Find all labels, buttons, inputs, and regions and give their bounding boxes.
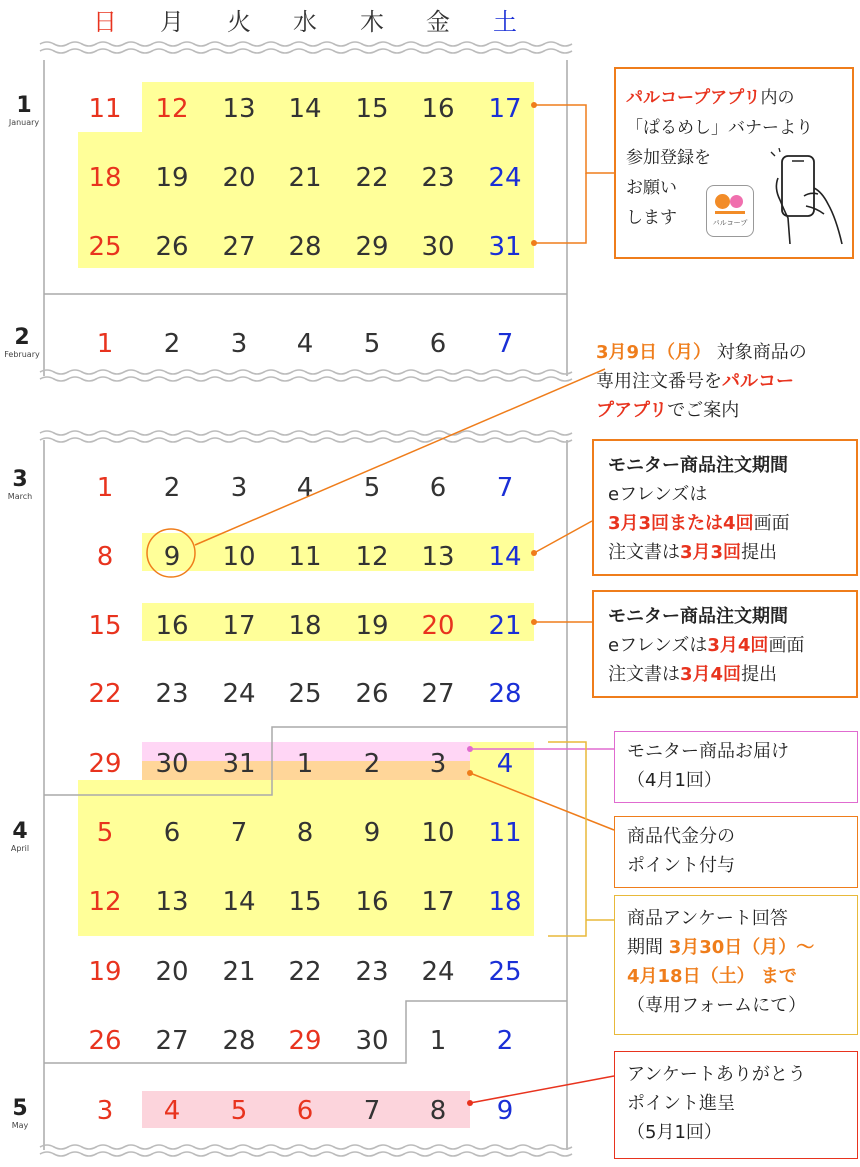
month-label-may: 5 May <box>11 1096 29 1130</box>
day-apr-2-3: 8 <box>296 818 314 848</box>
weekday-label: 木 <box>360 8 384 36</box>
day-may-1-0: 3 <box>96 1096 114 1126</box>
day-apr-2-1: 6 <box>163 818 181 848</box>
day-mar-4-4: 26 <box>355 679 389 709</box>
day-mar-1-4: 5 <box>363 473 381 503</box>
day-apr-5-0: 26 <box>88 1026 122 1056</box>
weekday-label: 金 <box>426 8 450 36</box>
day-mar-1-0: 1 <box>96 473 114 503</box>
day-mar-5-6: 4 <box>496 749 514 779</box>
day-mar-3-2: 17 <box>222 611 256 641</box>
day-apr-4-2: 21 <box>222 957 256 987</box>
day-jan-3-6: 31 <box>488 232 522 262</box>
day-jan-3-2: 27 <box>222 232 256 262</box>
day-apr-4-3: 22 <box>288 957 322 987</box>
day-apr-3-5: 17 <box>421 887 455 917</box>
day-jan-3-0: 25 <box>88 232 122 262</box>
callout-points: 商品代金分の ポイント付与 <box>614 816 858 888</box>
day-apr-4-0: 19 <box>88 957 122 987</box>
wavy-line <box>40 431 572 435</box>
day-feb-1-3: 4 <box>296 329 314 359</box>
day-apr-5-5: 1 <box>429 1026 447 1056</box>
day-jan-2-2: 20 <box>222 163 256 193</box>
day-mar-3-0: 15 <box>88 611 122 641</box>
highlight-mar-3 <box>142 603 534 641</box>
day-apr-4-1: 20 <box>155 957 189 987</box>
day-apr-2-2: 7 <box>230 818 248 848</box>
day-apr-3-1: 13 <box>155 887 189 917</box>
connector-period1 <box>534 521 592 553</box>
day-jan-1-5: 16 <box>421 94 455 124</box>
day-jan-2-4: 22 <box>355 163 389 193</box>
day-mar-4-6: 28 <box>488 679 522 709</box>
day-apr-5-2: 28 <box>222 1026 256 1056</box>
day-may-1-5: 8 <box>429 1096 447 1126</box>
callout-mar9-notice: 3月9日（月） 対象商品の 専用注文番号をパルコー プアプリでご案内 <box>596 342 807 421</box>
day-mar-2-3: 11 <box>288 542 322 572</box>
day-may-1-3: 6 <box>296 1096 314 1126</box>
day-feb-1-5: 6 <box>429 329 447 359</box>
day-mar-1-6: 7 <box>496 473 514 503</box>
day-jan-3-4: 29 <box>355 232 389 262</box>
wavy-line <box>40 42 572 46</box>
day-jan-2-6: 24 <box>488 163 522 193</box>
day-mar-5-4: 2 <box>363 749 381 779</box>
day-feb-1-1: 2 <box>163 329 181 359</box>
day-jan-2-3: 21 <box>288 163 322 193</box>
day-mar-2-6: 14 <box>488 542 522 572</box>
day-mar-1-3: 4 <box>296 473 314 503</box>
day-mar-5-3: 1 <box>296 749 314 779</box>
day-jan-1-3: 14 <box>288 94 322 124</box>
day-feb-1-6: 7 <box>496 329 514 359</box>
day-apr-3-3: 15 <box>288 887 322 917</box>
day-jan-2-5: 23 <box>421 163 455 193</box>
callout-survey-thanks: アンケートありがとう ポイント進呈 （5月1回） <box>614 1051 858 1159</box>
connector-jan-top <box>534 105 614 173</box>
day-mar-3-1: 16 <box>155 611 189 641</box>
day-mar-3-6: 21 <box>488 611 522 641</box>
day-apr-5-4: 30 <box>355 1026 389 1056</box>
weekday-label: 土 <box>493 8 517 36</box>
day-jan-1-6: 17 <box>488 94 522 124</box>
month-label-february: 2 February <box>4 325 40 359</box>
wavy-line <box>40 377 572 381</box>
day-mar-4-1: 23 <box>155 679 189 709</box>
callout-monitor-delivery: モニター商品お届け （4月1回） <box>614 731 858 803</box>
callout-order-period-1: モニター商品注文期間 eフレンズは 3月3回または4回画面 注文書は3月3回提出 <box>592 439 858 576</box>
day-apr-4-5: 24 <box>421 957 455 987</box>
callout-survey-period: 商品アンケート回答 期間 3月30日（月）～ 4月18日（土） まで （専用フォームにて） <box>614 895 858 1035</box>
day-apr-3-6: 18 <box>488 887 522 917</box>
wavy-line <box>40 1145 572 1149</box>
callout-order-period-2: モニター商品注文期間 eフレンズは3月4回画面 注文書は3月4回提出 <box>592 590 858 698</box>
day-jan-3-1: 26 <box>155 232 189 262</box>
day-mar-2-5: 13 <box>421 542 455 572</box>
day-mar-5-2: 31 <box>222 749 256 779</box>
day-jan-3-3: 28 <box>288 232 322 262</box>
day-mar-2-4: 12 <box>355 542 389 572</box>
day-mar-4-0: 22 <box>88 679 122 709</box>
day-mar-3-5: 20 <box>421 611 455 641</box>
wavy-line <box>40 49 572 53</box>
month-label-march: 3 March <box>7 467 33 501</box>
day-apr-5-3: 29 <box>288 1026 322 1056</box>
wavy-line <box>40 1152 572 1156</box>
day-mar-5-5: 3 <box>429 749 447 779</box>
day-may-1-6: 9 <box>496 1096 514 1126</box>
weekday-label: 水 <box>293 8 317 36</box>
day-jan-2-1: 19 <box>155 163 189 193</box>
day-apr-3-2: 14 <box>222 887 256 917</box>
day-apr-3-4: 16 <box>355 887 389 917</box>
day-mar-4-2: 24 <box>222 679 256 709</box>
day-apr-4-6: 25 <box>488 957 522 987</box>
smartphone-hand-icon <box>770 148 848 248</box>
wavy-line <box>40 438 572 442</box>
day-apr-5-1: 27 <box>155 1026 189 1056</box>
callout-app-registration: パルコープアプリ内の 「ぱるめし」バナーより 参加登録を お願い します <box>614 67 854 259</box>
highlight-mar-2 <box>142 533 534 571</box>
day-jan-1-4: 15 <box>355 94 389 124</box>
day-mar-4-3: 25 <box>288 679 322 709</box>
month-label-january: 1 January <box>8 93 40 127</box>
day-apr-2-0: 5 <box>96 818 114 848</box>
parucoop-app-icon: パルコープ <box>706 185 754 237</box>
day-jan-2-0: 18 <box>88 163 122 193</box>
day-apr-5-6: 2 <box>496 1026 514 1056</box>
day-mar-2-2: 10 <box>222 542 256 572</box>
month-label-april: 4 April <box>10 819 30 853</box>
day-mar-1-2: 3 <box>230 473 248 503</box>
day-mar-1-1: 2 <box>163 473 181 503</box>
weekday-label: 火 <box>227 8 251 36</box>
day-feb-1-4: 5 <box>363 329 381 359</box>
day-mar-2-0: 8 <box>96 542 114 572</box>
day-mar-2-1: 9 <box>163 542 181 572</box>
day-apr-2-5: 10 <box>421 818 455 848</box>
day-apr-2-4: 9 <box>363 818 381 848</box>
day-mar-4-5: 27 <box>421 679 455 709</box>
day-mar-3-3: 18 <box>288 611 322 641</box>
wavy-line <box>40 370 572 374</box>
connector-mar9 <box>195 369 605 545</box>
day-jan-3-5: 30 <box>421 232 455 262</box>
day-apr-4-4: 23 <box>355 957 389 987</box>
day-apr-3-0: 12 <box>88 887 122 917</box>
day-may-1-4: 7 <box>363 1096 381 1126</box>
day-mar-5-0: 29 <box>88 749 122 779</box>
day-jan-1-1: 12 <box>155 94 189 124</box>
day-jan-1-2: 13 <box>222 94 256 124</box>
day-mar-3-4: 19 <box>355 611 389 641</box>
day-may-1-2: 5 <box>230 1096 248 1126</box>
weekday-label: 月 <box>160 8 184 36</box>
day-may-1-1: 4 <box>163 1096 181 1126</box>
day-mar-5-1: 30 <box>155 749 189 779</box>
day-apr-2-6: 11 <box>488 818 522 848</box>
day-feb-1-0: 1 <box>96 329 114 359</box>
weekday-label: 日 <box>93 8 117 36</box>
day-jan-1-0: 11 <box>88 94 122 124</box>
connector-jan-bottom <box>534 173 586 243</box>
connector-thanks <box>470 1076 614 1103</box>
day-feb-1-2: 3 <box>230 329 248 359</box>
day-mar-1-5: 6 <box>429 473 447 503</box>
